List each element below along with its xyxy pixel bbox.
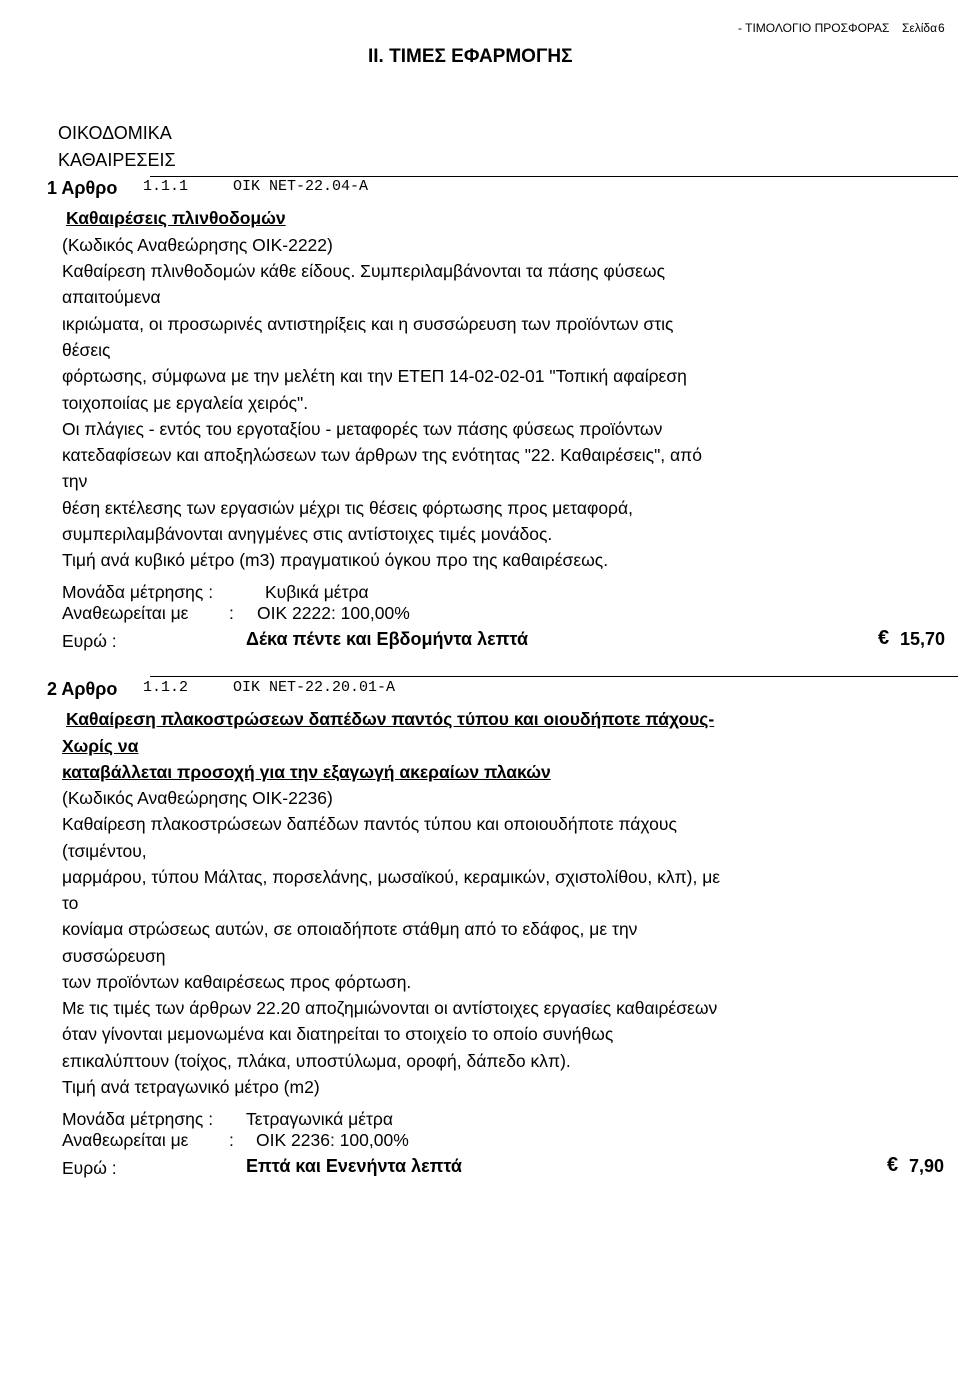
article-1-unit-label: Μονάδα μέτρησης :: [62, 582, 214, 602]
article-2-top-rule: [150, 676, 958, 677]
document-title: - ΤΙΜΟΛΟΓΙΟ ΠΡΟΣΦΟΡΑΣ: [738, 21, 890, 35]
article-2-revision-label: Αναθεωρείται με: [62, 1130, 189, 1150]
article-1-revision-colon: :: [229, 603, 234, 623]
article-2-text-line: Καθαίρεση πλακοστρώσεων δαπέδων παντός τύπου και οποιουδήποτε πάχους: [62, 814, 677, 834]
page-label: Σελίδα: [902, 21, 938, 35]
article-1-text-line: (Κωδικός Αναθεώρησης ΟΙΚ-2222): [62, 235, 333, 255]
article-2-text-line: (τσιμέντου,: [62, 841, 147, 861]
article-2-number: 2: [47, 679, 58, 699]
article-2-text-line: Τιμή ανά τετραγωνικό μέτρο (m2): [62, 1077, 320, 1097]
article-1-price-words: Δέκα πέντε και Εβδομήντα λεπτά: [246, 629, 529, 649]
article-1-text-line: φόρτωσης, σύμφωνα με την μελέτη και την ΕΤΕΠ 14-02-02-01 "Τοπική αφαίρεση: [62, 366, 687, 386]
article-1-text-line: συμπεριλαμβάνονται ανηγμένες στις αντίστοιχες τιμές μονάδος.: [62, 524, 553, 544]
article-1-header: [47, 178, 117, 199]
article-1-text-line: Τιμή ανά κυβικό μέτρο (m3) πραγματικού όγκου προ της καθαιρέσεως.: [62, 550, 609, 570]
article-2-unit-label: Μονάδα μέτρησης :: [62, 1109, 214, 1129]
article-2-code: 1.1.2 ΟΙΚ ΝΕΤ-22.20.01-Α: [143, 679, 396, 696]
category-heading: ΟΙΚΟΔΟΜΙΚΑ: [58, 123, 172, 143]
euro-icon: €: [878, 627, 890, 649]
article-1-euro-label: Ευρώ :: [62, 631, 117, 651]
subcategory-heading: ΚΑΘΑΙΡΕΣΕΙΣ: [58, 150, 176, 170]
main-title: ΙΙ. ΤΙΜΕΣ ΕΦΑΡΜΟΓΗΣ: [368, 46, 573, 67]
article-1-text-line: ικριώματα, οι προσωρινές αντιστηρίξεις και η συσσώρευση των προϊόντων στις: [62, 314, 674, 334]
article-2-revision-colon: :: [229, 1130, 234, 1150]
article-1-title: Καθαιρέσεις πλινθοδομών: [66, 208, 286, 228]
article-1-top-rule: [150, 176, 958, 177]
article-2-text-line: το: [62, 893, 79, 913]
article-1-text-line: θέση εκτέλεσης των εργασιών μέχρι τις θέσεις φόρτωσης προς μεταφορά,: [62, 498, 633, 518]
article-1-revision-label: Αναθεωρείται με: [62, 603, 189, 623]
article-2-text-line: μαρμάρου, τύπου Μάλτας, πορσελάνης, μωσαϊκού, κεραμικών, σχιστολίθου, κλπ), με: [62, 867, 721, 887]
article-2-title: Χωρίς να: [62, 736, 139, 756]
article-1-unit-value: Κυβικά μέτρα: [265, 582, 369, 602]
article-1-number: 1: [47, 178, 58, 198]
article-2-text-line: συσσώρευση: [62, 946, 166, 966]
article-1-price: 15,70: [900, 629, 946, 649]
article-2-text-line: επικαλύπτουν (τοίχος, πλάκα, υποστύλωμα, οροφή, δάπεδο κλπ).: [62, 1051, 571, 1071]
article-2-unit-value: Τετραγωνικά μέτρα: [246, 1109, 393, 1129]
article-1-text-line: την: [62, 471, 88, 491]
article-2-title: Καθαίρεση πλακοστρώσεων δαπέδων παντός τύπου και οιουδήποτε πάχους-: [66, 709, 715, 729]
article-2-header: [47, 679, 117, 700]
article-2-price-words: Επτά και Ενενήντα λεπτά: [246, 1156, 462, 1176]
page-number: 6: [938, 21, 945, 35]
article-2-text-line: των προϊόντων καθαιρέσεως προς φόρτωση.: [62, 972, 412, 992]
article-1-code: 1.1.1 ΟΙΚ ΝΕΤ-22.04-Α: [143, 178, 369, 195]
article-2-revision-value: ΟΙΚ 2236: 100,00%: [256, 1130, 409, 1150]
article-1-text-line: κατεδαφίσεων και αποξηλώσεων των άρθρων της ενότητας "22. Καθαιρέσεις", από: [62, 445, 702, 465]
article-1-text-line: Καθαίρεση πλινθοδομών κάθε είδους. Συμπεριλαμβάνονται τα πάσης φύσεως: [62, 261, 666, 281]
article-1-text-line: τοιχοποιίας με εργαλεία χειρός".: [62, 393, 309, 413]
article-2-text-line: κονίαμα στρώσεως αυτών, σε οποιαδήποτε στάθμη από το εδάφος, με την: [62, 919, 638, 939]
article-2-euro-label: Ευρώ :: [62, 1158, 117, 1178]
article-1-text-line: θέσεις: [62, 340, 111, 360]
article-2-label: Αρθρο: [61, 679, 118, 699]
article-2-title: καταβάλλεται προσοχή για την εξαγωγή ακεραίων πλακών: [62, 762, 551, 782]
article-2-text-line: Με τις τιμές των άρθρων 22.20 αποζημιώνονται οι αντίστοιχες εργασίες καθαιρέσεων: [62, 998, 718, 1018]
article-1-text-line: Οι πλάγιες - εντός του εργοταξίου - μεταφορές των πάσης φύσεως προϊόντων: [62, 419, 663, 439]
article-2-text-line: (Κωδικός Αναθεώρησης ΟΙΚ-2236): [62, 788, 333, 808]
article-1-text-line: απαιτούμενα: [62, 287, 161, 307]
euro-icon: €: [887, 1154, 899, 1176]
article-1-label: Αρθρο: [61, 178, 118, 198]
article-2-price: 7,90: [909, 1156, 945, 1176]
article-1-revision-value: ΟΙΚ 2222: 100,00%: [257, 603, 410, 623]
article-2-text-line: όταν γίνονται μεμονωμένα και διατηρείται το στοιχείο το οποίο συνήθως: [62, 1024, 614, 1044]
